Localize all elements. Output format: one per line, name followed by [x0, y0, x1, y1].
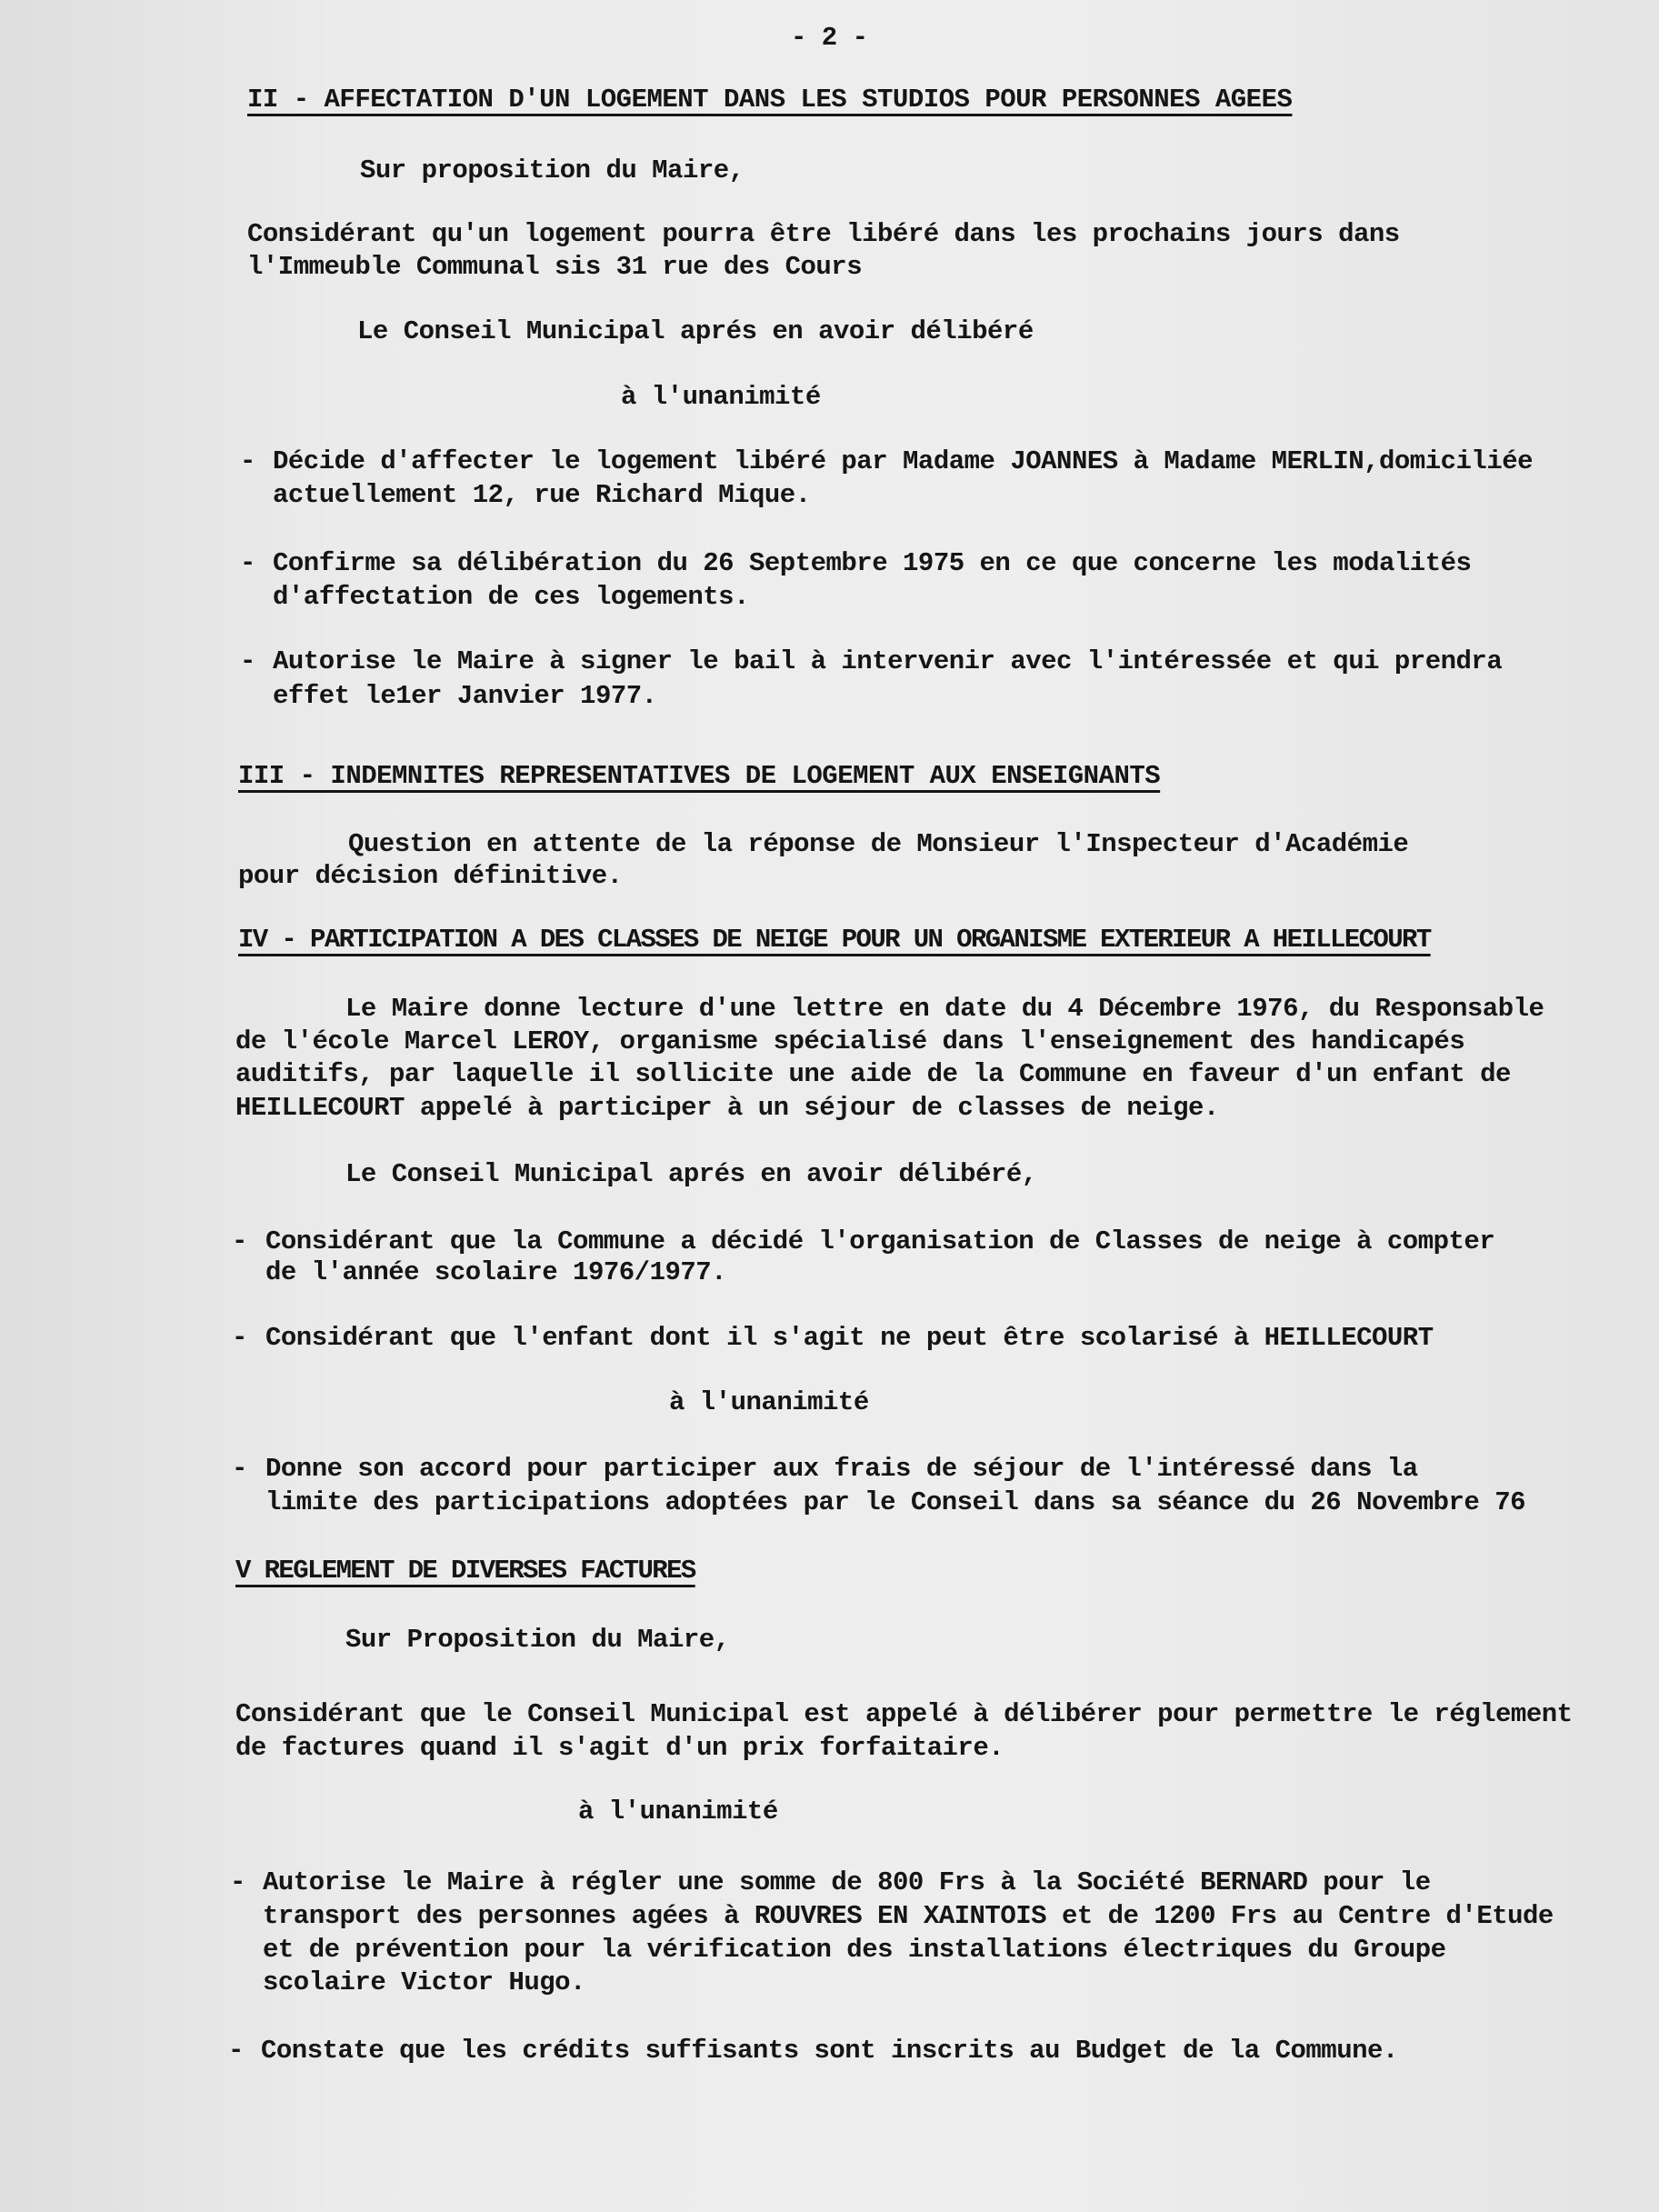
section-ii-intro: Sur proposition du Maire,: [360, 155, 745, 185]
section-iv-decision-line: limite des participations adoptées par le Conseil dans sa séance du 26 Novembre 76: [265, 1487, 1526, 1517]
section-iii-body-line: Question en attente de la réponse de Monsieur l'Inspecteur d'Académie: [348, 829, 1409, 859]
section-iv-considerant-line: Considérant que la Commune a décidé l'organisation de Classes de neige à compter: [265, 1226, 1495, 1256]
section-v-item-line: et de prévention pour la vérification des installations électriques du Groupe: [263, 1935, 1446, 1965]
section-iv-heading: IV - PARTICIPATION A DES CLASSES DE NEIGE POUR UN ORGANISME EXTERIEUR A HEILLECOURT: [238, 925, 1431, 955]
section-ii-item-line: Confirme sa délibération du 26 Septembre 1975 en ce que concerne les modalités: [273, 548, 1472, 578]
section-v-item-line: transport des personnes agées à ROUVRES EN XAINTOIS et de 1200 Frs au Centre d'Etude: [263, 1901, 1554, 1931]
section-ii-vote: à l'unanimité: [621, 382, 821, 412]
bullet-dash: -: [232, 1323, 247, 1353]
section-ii-conseil: Le Conseil Municipal aprés en avoir délibéré: [357, 316, 1034, 346]
section-ii-item-line: effet le1er Janvier 1977.: [273, 681, 657, 711]
section-v-heading: V REGLEMENT DE DIVERSES FACTURES: [235, 1556, 695, 1586]
section-ii-considerant-line: Considérant qu'un logement pourra être libéré dans les prochains jours dans: [247, 219, 1400, 249]
section-iv-conseil: Le Conseil Municipal aprés en avoir délibéré,: [345, 1159, 1037, 1189]
section-iii-body-line: pour décision définitive.: [238, 861, 623, 891]
section-v-considerant-line: de factures quand il s'agit d'un prix forfaitaire.: [235, 1733, 1004, 1763]
page-number: - 2 -: [791, 23, 868, 53]
section-iv-body-line: de l'école Marcel LEROY, organisme spécialisé dans l'enseignement des handicapés: [235, 1026, 1465, 1056]
section-iv-decision-line: Donne son accord pour participer aux frais de séjour de l'intéressé dans la: [265, 1454, 1418, 1484]
section-v-item-line: Constate que les crédits suffisants sont inscrits au Budget de la Commune.: [261, 2036, 1398, 2066]
section-ii-item-line: d'affectation de ces logements.: [273, 582, 749, 612]
section-v-item-line: Autorise le Maire à régler une somme de 800 Frs à la Société BERNARD pour le: [263, 1867, 1431, 1897]
section-iv-considerant-line: Considérant que l'enfant dont il s'agit ne peut être scolarisé à HEILLECOURT: [265, 1323, 1434, 1353]
bullet-dash: -: [240, 446, 255, 476]
section-ii-item-line: actuellement 12, rue Richard Mique.: [273, 480, 811, 510]
bullet-dash: -: [228, 2036, 244, 2066]
section-ii-item-line: Autorise le Maire à signer le bail à intervenir avec l'intéressée et qui prendra: [273, 646, 1503, 676]
bullet-dash: -: [230, 1867, 245, 1897]
section-iii-heading: III - INDEMNITES REPRESENTATIVES DE LOGEMENT AUX ENSEIGNANTS: [238, 761, 1161, 791]
bullet-dash: -: [240, 646, 255, 676]
section-iv-considerant-line: de l'année scolaire 1976/1977.: [265, 1257, 727, 1287]
section-ii-item-line: Décide d'affecter le logement libéré par Madame JOANNES à Madame MERLIN,domiciliée: [273, 446, 1534, 476]
section-v-considerant-line: Considérant que le Conseil Municipal est appelé à délibérer pour permettre le réglement: [235, 1699, 1573, 1729]
section-v-intro: Sur Proposition du Maire,: [345, 1625, 730, 1655]
section-iv-vote: à l'unanimité: [669, 1387, 869, 1417]
section-iv-body-line: Le Maire donne lecture d'une lettre en date du 4 Décembre 1976, du Responsable: [345, 994, 1544, 1024]
section-v-vote: à l'unanimité: [578, 1797, 778, 1827]
section-ii-considerant-line: l'Immeuble Communal sis 31 rue des Cours: [247, 252, 863, 282]
section-v-item-line: scolaire Victor Hugo.: [263, 1967, 585, 1997]
section-ii-heading: II - AFFECTATION D'UN LOGEMENT DANS LES STUDIOS POUR PERSONNES AGEES: [247, 85, 1293, 115]
section-iv-body-line: HEILLECOURT appelé à participer à un séjour de classes de neige.: [235, 1093, 1219, 1123]
section-iv-body-line: auditifs, par laquelle il sollicite une aide de la Commune en faveur d'un enfant de: [235, 1059, 1511, 1089]
bullet-dash: -: [240, 548, 255, 578]
bullet-dash: -: [232, 1454, 247, 1484]
bullet-dash: -: [232, 1226, 247, 1256]
